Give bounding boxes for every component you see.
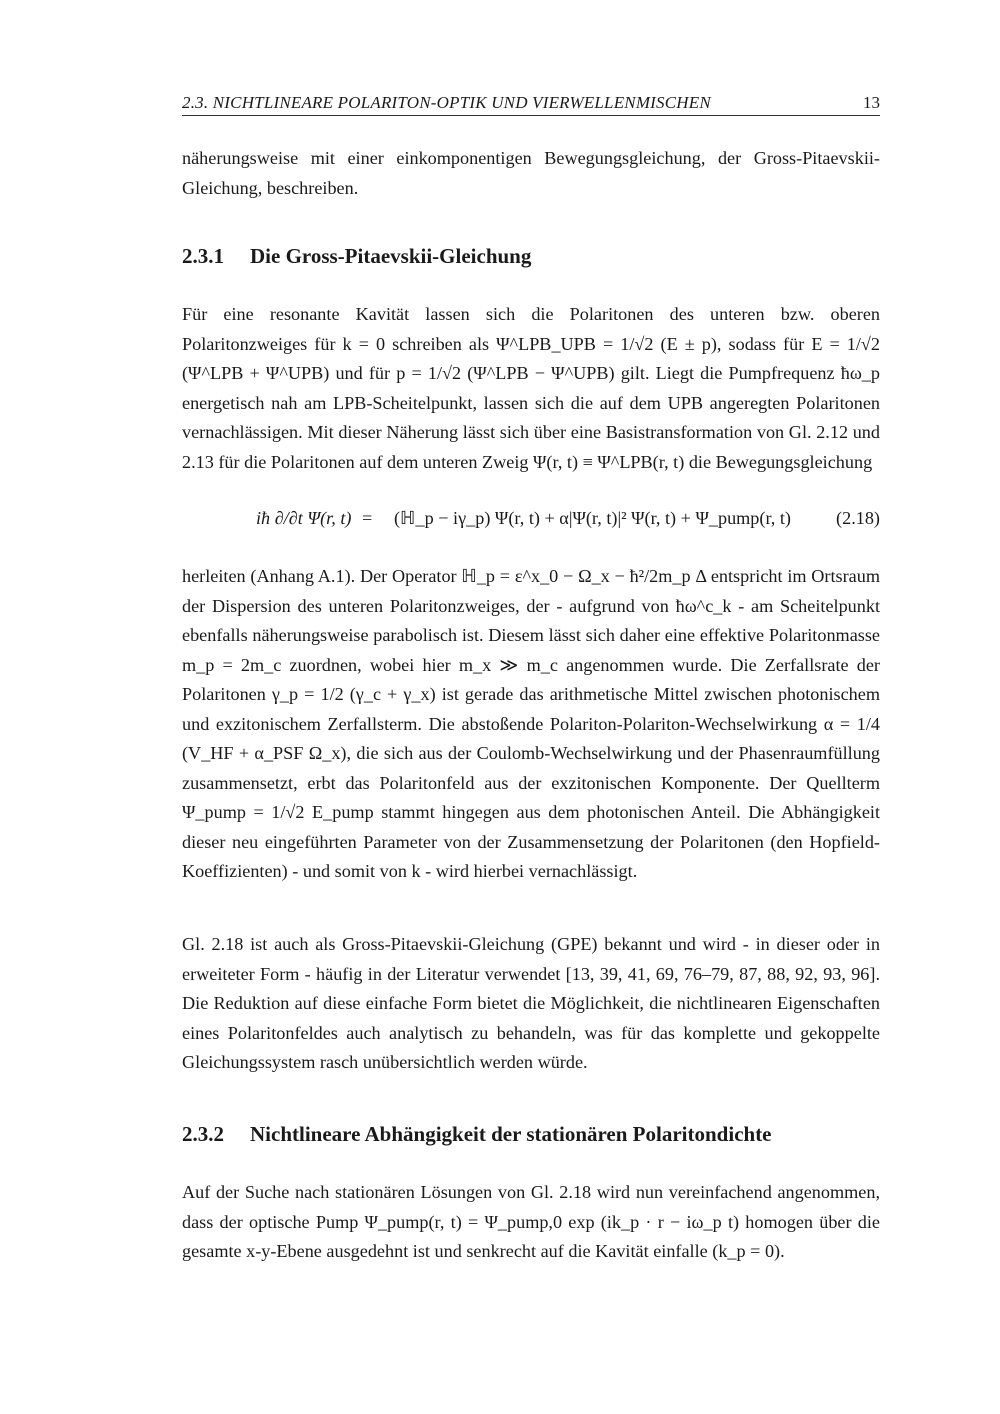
equation-lhs: iħ ∂/∂t Ψ(r, t) [256, 508, 352, 528]
paragraph-gpe-literature: Gl. 2.18 ist auch als Gross-Pitaevskii-Gleichung (GPE) bekannt und wird - in dieser oder in erweiteter Form - häufig in der Literatur verwendet [13, 39, 41, 69, 76–79, 87, 88, 92, 93, 96]. Die Reduktion auf diese einfache Form bietet die Möglichkeit, die nichtlinearen Eigenschaften eines Polaritonfeldes auch analytisch zu behandeln, was für das komplette und gekoppelte Gleichungssystem rasch unübersichtlich werden würde. [182, 934, 880, 1072]
section-title: Die Gross-Pitaevskii-Gleichung [250, 244, 532, 268]
section-number: 2.3.1 [182, 244, 224, 268]
equation-2-18 [182, 502, 880, 542]
section-heading-2-3-1 [182, 244, 880, 269]
page-number: 13 [863, 93, 880, 112]
paragraph-polariton-basis: Für eine resonante Kavität lassen sich die Polaritonen des unteren bzw. oberen Polaritonzweiges für k = 0 schreiben als Ψ^LPB_UPB = 1/√2 (E ± p), sodass für E = 1/√2 (Ψ^LPB + Ψ^UPB) und für p = 1/√2 (Ψ^LPB − Ψ^UPB) gilt. Liegt die Pumpfrequenz ħω_p energetisch nah am LPB-Scheitelpunkt, lassen sich die auf dem UPB angeregten Polaritonen vernachlässigen. Mit dieser Näherung lässt sich über eine Basistransformation von Gl. 2.12 und 2.13 für die Polaritonen auf dem unteren Zweig Ψ(r, t) ≡ Ψ^LPB(r, t) die Bewegungsgleichung [182, 304, 880, 472]
paragraph-stationary-solutions: Auf der Suche nach stationären Lösungen von Gl. 2.18 wird nun vereinfachend angenommen, dass der optische Pump Ψ_pump(r, t) = Ψ_pump,0 exp (ik_p · r − iω_p t) homogen über die gesamte x-y-Ebene ausgedehnt ist und senkrecht auf die Kavität einfalle (k_p = 0). [182, 1182, 880, 1261]
section-heading-2-3-2 [182, 1122, 880, 1147]
paragraph-intro: näherungsweise mit einer einkomponentigen Bewegungsgleichung, der Gross-Pitaevskii-Gleichung, beschreiben. [182, 148, 880, 198]
equation-number: (2.18) [836, 508, 880, 528]
equation-equals-sign: = [362, 508, 373, 528]
section-title: Nichtlineare Abhängigkeit der stationären Polaritondichte [250, 1122, 772, 1146]
header-title: 2.3. NICHTLINEARE POLARITON-OPTIK UND VIERWELLENMISCHEN [182, 93, 711, 112]
paragraph-operator-description: herleiten (Anhang A.1). Der Operator ℍ_p = ε^x_0 − Ω_x − ħ²/2m_p Δ entspricht im Ortsraum der Dispersion des unteren Polaritonzweiges, der - aufgrund von ħω^c_k - am Scheitelpunkt ebenfalls näherungsweise parabolisch ist. Diesem lässt sich daher eine effektive Polaritonmasse m_p = 2m_c zuordnen, wobei hier m_x ≫ m_c angenommen wurde. Die Zerfallsrate der Polaritonen γ_p = 1/2 (γ_c + γ_x) ist gerade das arithmetische Mittel zwischen photonischem und exzitonischem Zerfallsterm. Die abstoßende Polariton-Polariton-Wechselwirkung α = 1/4 (V_HF + α_PSF Ω_x), die sich aus der Coulomb-Wechselwirkung und der Phasenraumfüllung zusammensetzt, erbt das Polaritonfeld aus der exzitonischen Komponente. Der Quellterm Ψ_pump = 1/√2 E_pump stammt hingegen aus dem photonischen Anteil. Die Abhängigkeit dieser neu eingeführten Parameter von der Zusammensetzung der Polaritonen (den Hopfield-Koeffizienten) - und somit von k - wird hierbei vernachlässigt. [182, 566, 880, 881]
section-number: 2.3.2 [182, 1122, 224, 1146]
equation-rhs: (ℍ_p − iγ_p) Ψ(r, t) + α|Ψ(r, t)|² Ψ(r, t) + Ψ_pump(r, t) [394, 508, 791, 528]
running-header [182, 88, 880, 116]
